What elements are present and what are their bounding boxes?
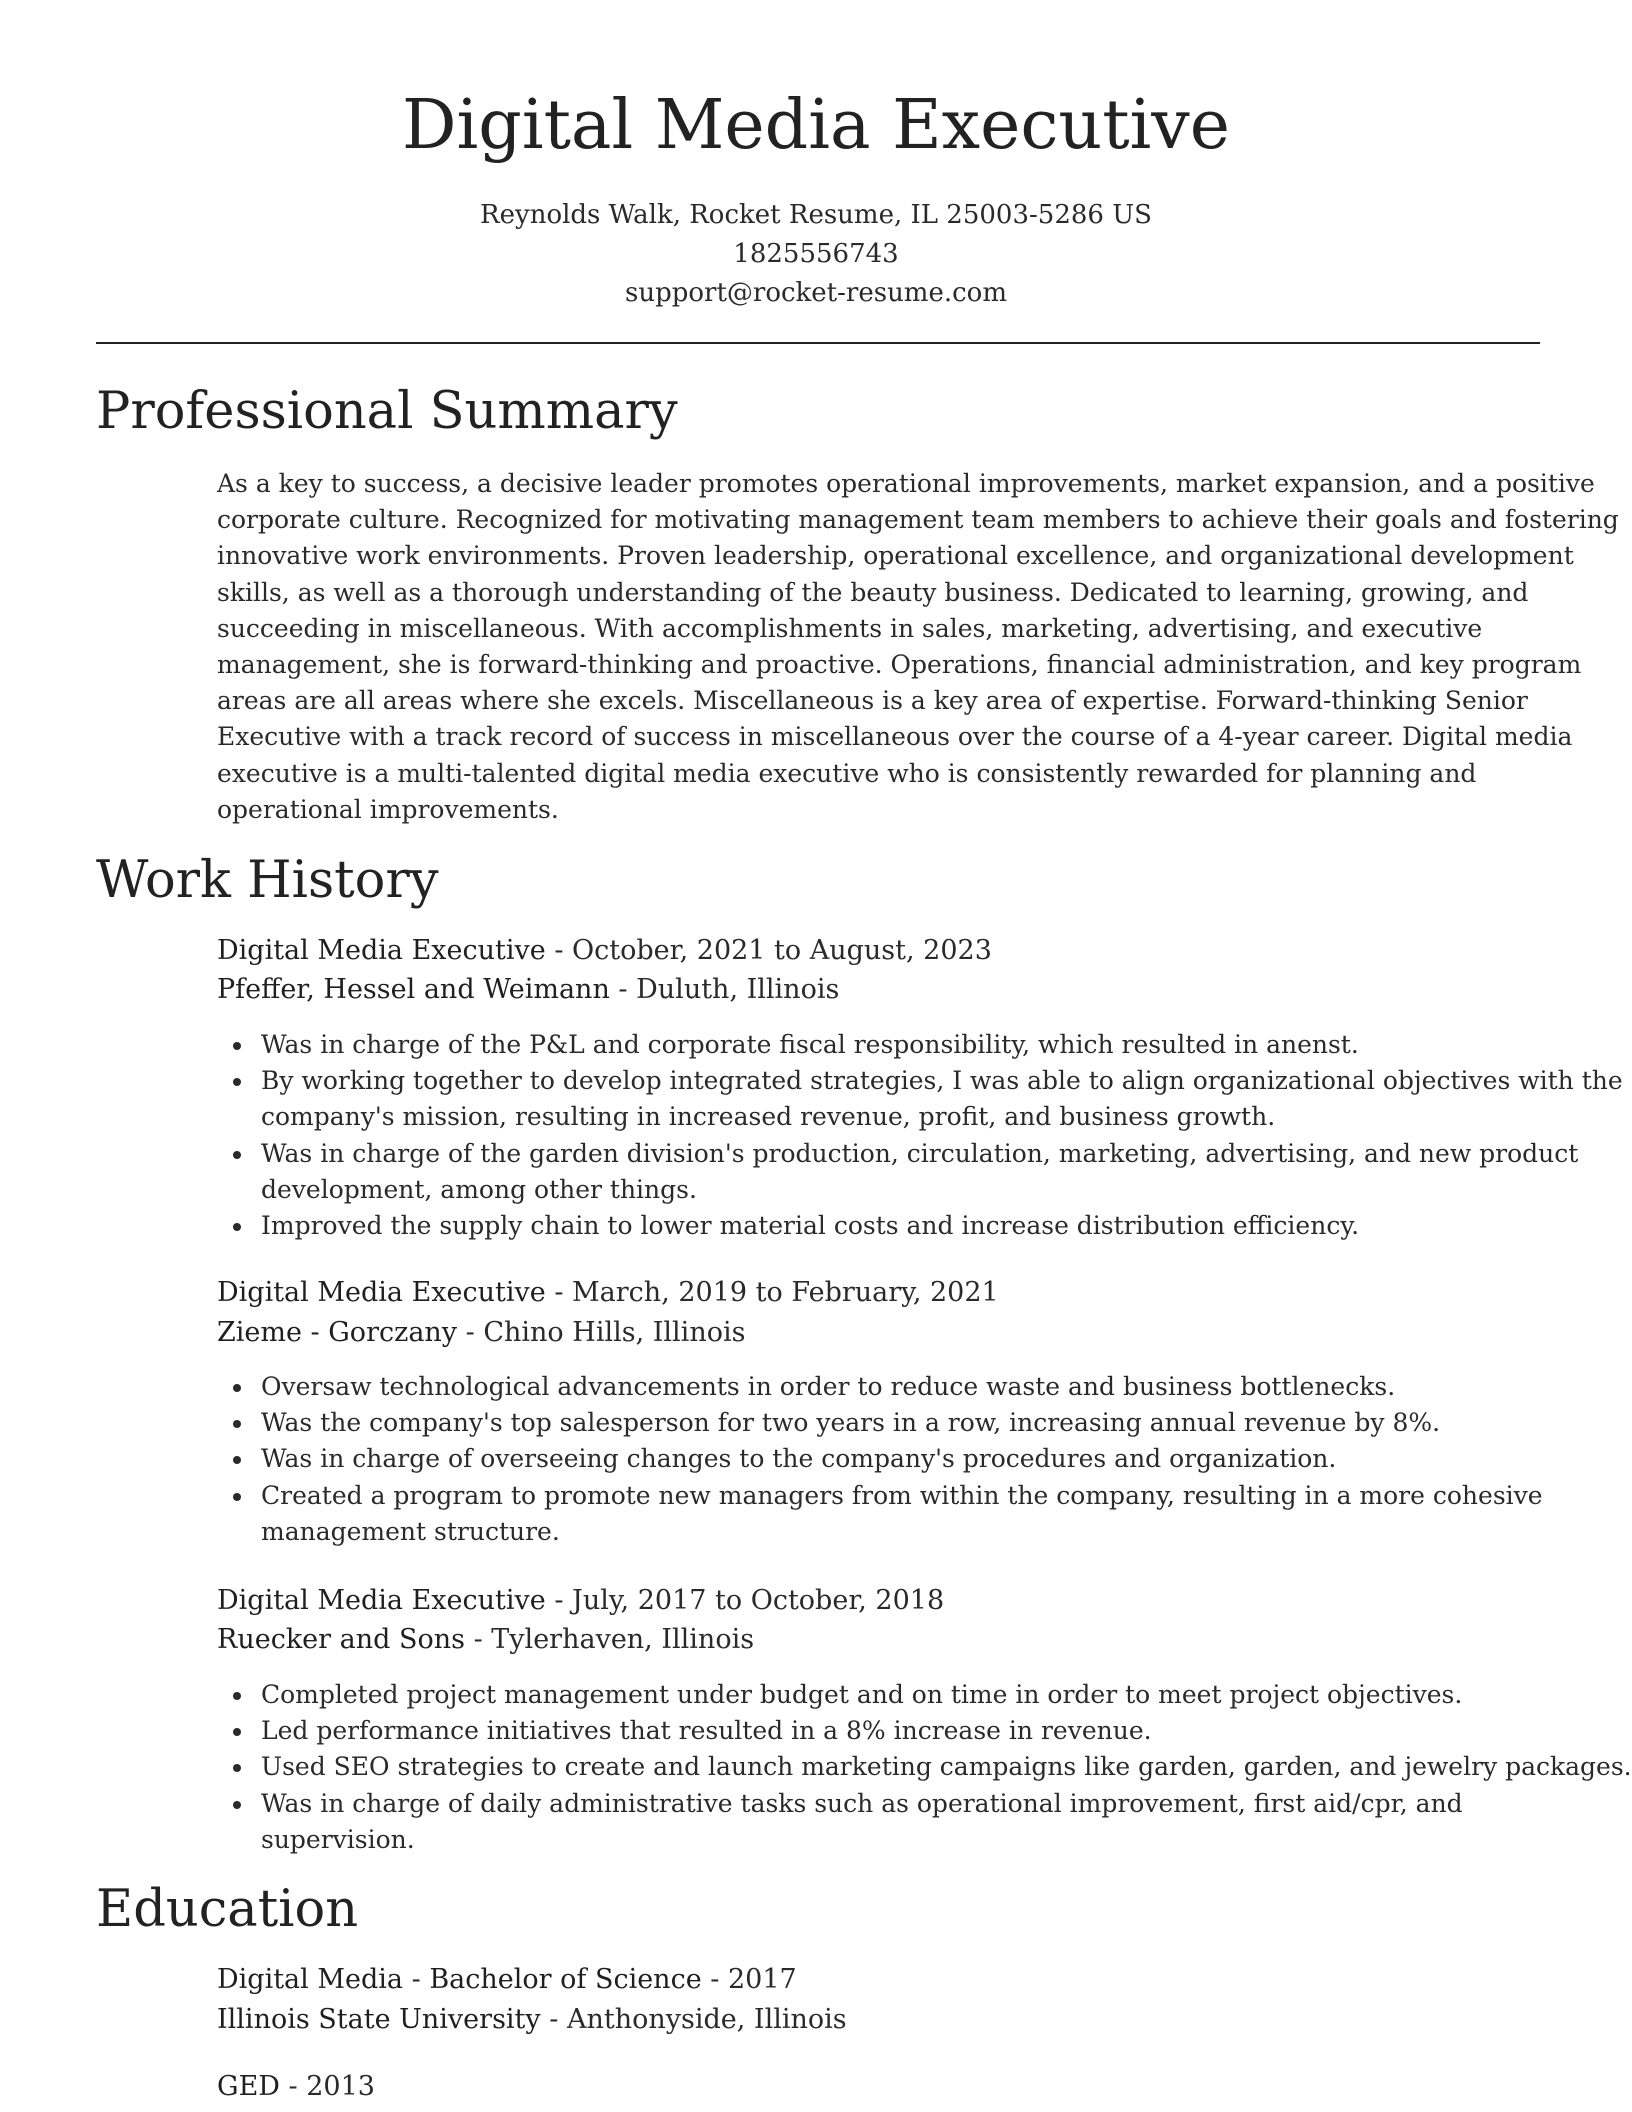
education-heading: Education [96, 1880, 359, 1939]
job-company-line: Zieme - Gorczany - Chino Hills, Illinois [217, 1317, 746, 1348]
job-title-line: Digital Media Executive - October, 2021 to August, 2023 [217, 935, 992, 966]
job-role: Digital Media Executive [217, 1585, 546, 1616]
list-item [217, 1369, 1547, 1405]
list-item [217, 1677, 1547, 1713]
summary-line: operational improvements. [217, 794, 559, 824]
address: Reynolds Walk, Rocket Resume, IL 25003-5286 US [480, 200, 1152, 230]
education-degree-line: GED - 2013 [217, 2071, 375, 2102]
bullet-line: management structure. [261, 1516, 560, 1546]
list-item [217, 1136, 1579, 1208]
bullet-line: Was in charge of the P&L and corporate fiscal responsibility, which resulted in anenst. [261, 1030, 1359, 1059]
bullet-line: Was in charge of daily administrative tasks such as operational improvement, first aid/cpr, and [261, 1788, 1463, 1818]
education-school-line: Illinois State University - Anthonyside, Illinois [217, 2004, 847, 2035]
bullet-line: Was the company's top salesperson for two years in a row, increasing annual revenue by 8%. [261, 1408, 1441, 1438]
work-history-heading: Work History [96, 851, 439, 910]
job-role: Digital Media Executive [217, 935, 546, 966]
summary-line: areas are all areas where she excels. Miscellaneous is a key area of expertise. Forward-thinking Senior [217, 686, 1528, 716]
job-dates: July, 2017 to October, 2018 [572, 1585, 945, 1616]
education-school: Illinois State University [217, 2004, 541, 2035]
job-location: Duluth, Illinois [636, 974, 840, 1005]
education-degree-line: Digital Media - Bachelor of Science - 2017 [217, 1964, 797, 1995]
list-item [217, 1786, 1547, 1858]
contact-info [0, 196, 1632, 313]
summary-line: Executive with a track record of success in miscellaneous over the course of a 4-year career. Digital media [217, 722, 1573, 752]
job-location: Chino Hills, Illinois [483, 1317, 746, 1348]
job-dates: October, 2021 to August, 2023 [572, 935, 992, 966]
education-year: 2013 [306, 2071, 375, 2102]
job-dates: March, 2019 to February, 2021 [572, 1277, 999, 1308]
summary-heading: Professional Summary [96, 382, 678, 441]
summary-line: innovative work environments. Proven leadership, operational excellence, and organizational development [217, 541, 1574, 571]
bullet-line: Oversaw technological advancements in order to reduce waste and business bottlenecks. [261, 1372, 1396, 1401]
list-item [217, 1441, 1547, 1477]
education-year: 2017 [727, 1964, 797, 1995]
bullet-line: development, among other things. [261, 1174, 697, 1204]
education-degree: Bachelor of Science [429, 1964, 702, 1995]
list-item [217, 1208, 1547, 1244]
bullet-line: Completed project management under budget and on time in order to meet project objectives. [261, 1680, 1463, 1709]
summary-line: succeeding in miscellaneous. With accomplishments in sales, marketing, advertising, and executive [217, 613, 1483, 643]
header-divider [96, 342, 1540, 344]
summary-line: corporate culture. Recognized for motivating management team members to achieve their goals and fostering [217, 505, 1619, 535]
job-company: Ruecker and Sons [217, 1624, 465, 1655]
job-title-line: Digital Media Executive - July, 2017 to October, 2018 [217, 1585, 945, 1616]
email: support@rocket-resume.com [624, 278, 1007, 308]
list-item [217, 1405, 1547, 1441]
summary-line: skills, as well as a thorough understanding of the beauty business. Dedicated to learning, growing, and [217, 577, 1529, 607]
list-item [217, 1713, 1547, 1749]
job-company-line: Ruecker and Sons - Tylerhaven, Illinois [217, 1624, 755, 1655]
bullet-line: supervision. [261, 1824, 415, 1854]
education-location: Anthonyside, Illinois [566, 2004, 847, 2035]
job-title-line: Digital Media Executive - March, 2019 to February, 2021 [217, 1277, 999, 1308]
phone: 1825556743 [733, 239, 899, 269]
bullet-line: Created a program to promote new managers from within the company, resulting in a more cohesive [261, 1480, 1543, 1510]
list-item [217, 1063, 1623, 1135]
job-location: Tylerhaven, Illinois [491, 1624, 755, 1655]
summary-line: management, she is forward-thinking and proactive. Operations, financial administration, and key program [217, 650, 1582, 680]
list-item [217, 1478, 1547, 1550]
job-bullets [217, 1027, 1623, 1244]
job-company: Pfeffer, Hessel and Weimann [217, 974, 610, 1005]
education-field: Digital Media [217, 1964, 404, 1995]
job-bullets [217, 1677, 1632, 1858]
education-degree: GED [217, 2071, 280, 2102]
summary-line: As a key to success, a decisive leader promotes operational improvements, market expansion, and a positive [217, 469, 1595, 498]
job-role: Digital Media Executive [217, 1277, 546, 1308]
list-item [217, 1027, 1547, 1063]
bullet-line: By working together to develop integrated strategies, I was able to align organizational objectives with the [261, 1066, 1623, 1096]
list-item [217, 1749, 1632, 1785]
bullet-line: Led performance initiatives that resulted in a 8% increase in revenue. [261, 1716, 1152, 1746]
candidate-name: Digital Media Executive [402, 86, 1230, 165]
bullet-line: Was in charge of overseeing changes to the company's procedures and organization. [261, 1444, 1337, 1474]
summary-line: executive is a multi-talented digital media executive who is consistently rewarded for planning and [217, 758, 1477, 788]
bullet-line: Used SEO strategies to create and launch marketing campaigns like garden, garden, and jewelry packages. [261, 1752, 1632, 1782]
bullet-line: Was in charge of the garden division's production, circulation, marketing, advertising, and new product [261, 1138, 1579, 1168]
bullet-line: company's mission, resulting in increased revenue, profit, and business growth. [261, 1102, 1276, 1132]
summary-text [217, 466, 1619, 828]
job-company-line: Pfeffer, Hessel and Weimann - Duluth, Illinois [217, 974, 840, 1005]
job-bullets [217, 1369, 1547, 1550]
bullet-line: Improved the supply chain to lower material costs and increase distribution efficiency. [261, 1211, 1360, 1241]
job-company: Zieme - Gorczany [217, 1317, 458, 1348]
